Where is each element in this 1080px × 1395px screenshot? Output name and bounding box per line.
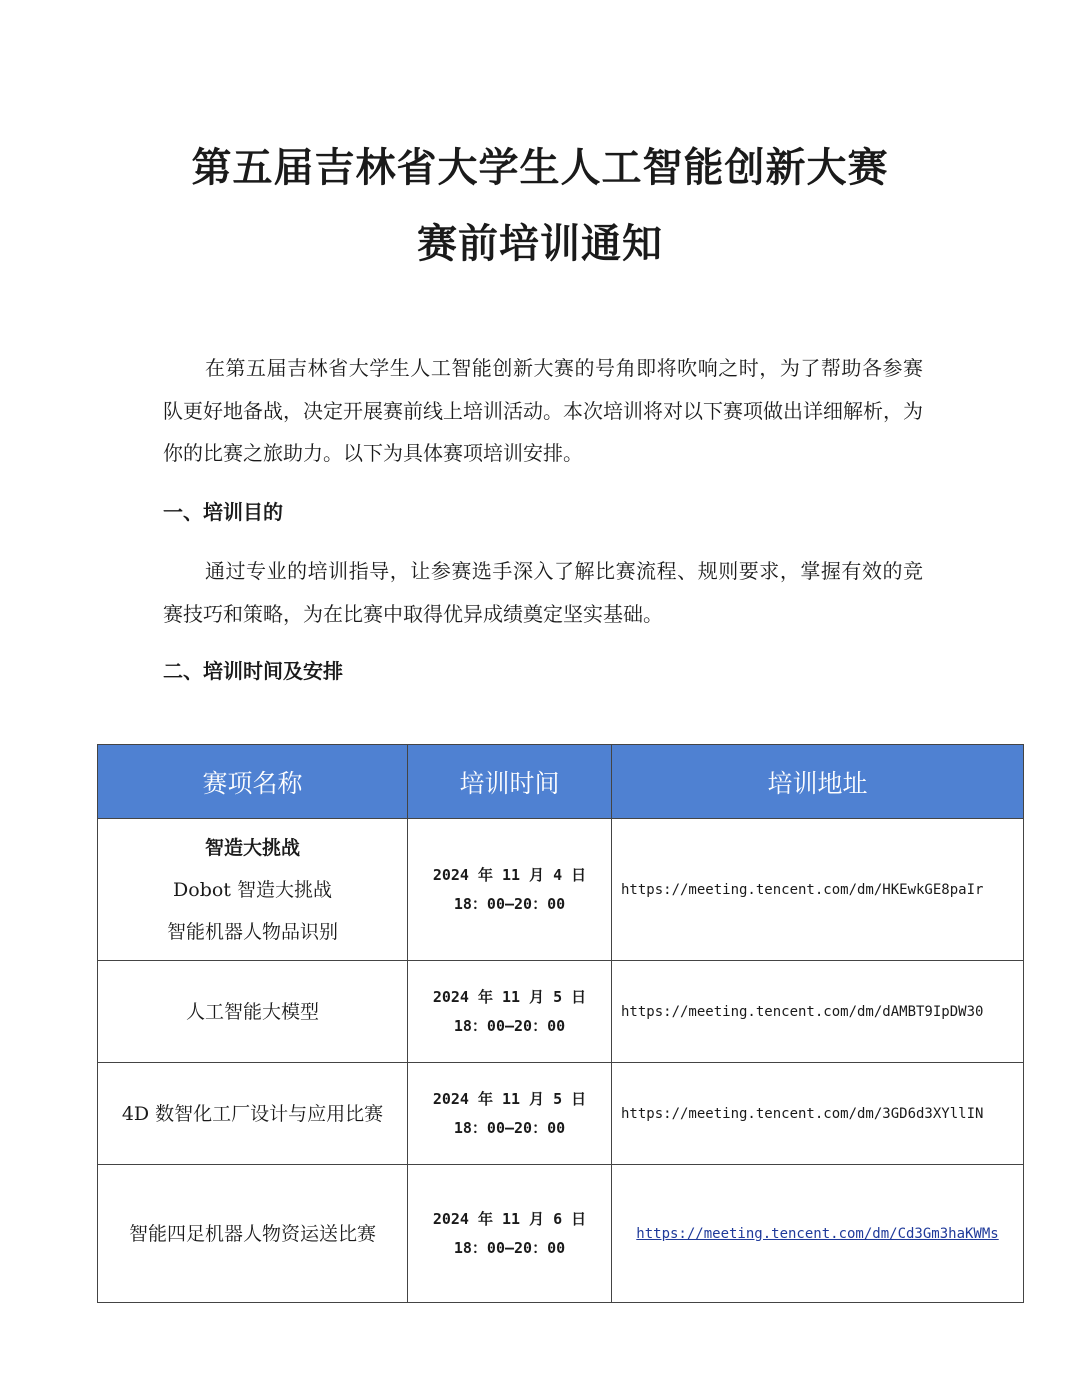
table-header-row (98, 745, 1024, 819)
section-heading-purpose: 一、培训目的 (163, 500, 283, 524)
training-date: 2024 年 11 月 5 日 (432, 1089, 587, 1108)
training-hours: 18：00—20：00 (453, 1238, 566, 1257)
training-hours: 18：00—20：00 (453, 894, 566, 913)
time-cell (408, 819, 612, 961)
purpose-paragraph: 通过专业的培训指导，让参赛选手深入了解比赛流程、规则要求，掌握有效的竞赛技巧和策略，为在比赛中取得优异成绩奠定坚实基础。 (163, 559, 923, 626)
address-cell (612, 961, 1024, 1063)
table-row (98, 819, 1024, 961)
meeting-url: https://meeting.tencent.com/dm/dAMBT9IpDW30 (621, 1003, 984, 1020)
training-date: 2024 年 11 月 6 日 (432, 1209, 587, 1228)
meeting-url: https://meeting.tencent.com/dm/3GD6d3XYllIN (621, 1105, 984, 1122)
address-cell (612, 819, 1024, 961)
table-row (98, 961, 1024, 1063)
section-heading-schedule: 二、培训时间及安排 (163, 659, 343, 683)
address-cell (612, 1165, 1024, 1303)
intro-paragraph: 在第五届吉林省大学生人工智能创新大赛的号角即将吹响之时，为了帮助各参赛队更好地备战，决定开展赛前线上培训活动。本次培训将对以下赛项做出详细解析，为你的比赛之旅助力。以下为具体赛项培训安排。 (163, 356, 923, 465)
event-cell (98, 961, 408, 1063)
event-line: 智能四足机器人物资运送比赛 (128, 1222, 376, 1245)
event-cell (98, 819, 408, 961)
event-line: 4D 数智化工厂设计与应用比赛 (121, 1102, 384, 1125)
event-line: 人工智能大模型 (185, 1000, 319, 1023)
training-hours: 18：00—20：00 (453, 1016, 566, 1035)
training-hours: 18：00—20：00 (453, 1118, 566, 1137)
meeting-link[interactable]: https://meeting.tencent.com/dm/Cd3Gm3haKWMs (636, 1225, 999, 1242)
time-cell (408, 1165, 612, 1303)
meeting-url: https://meeting.tencent.com/dm/HKEwkGE8paIr (621, 881, 984, 898)
event-line: Dobot 智造大挑战 (173, 878, 332, 901)
event-line: 智能机器人物品识别 (166, 920, 338, 943)
training-date: 2024 年 11 月 4 日 (432, 865, 587, 884)
table-row (98, 1165, 1024, 1303)
address-cell (612, 1063, 1024, 1165)
training-date: 2024 年 11 月 5 日 (432, 987, 587, 1006)
header-event-name: 赛项名称 (98, 745, 408, 819)
time-cell (408, 961, 612, 1063)
schedule-table (97, 744, 1024, 1303)
event-cell (98, 1165, 408, 1303)
title-line-1: 第五届吉林省大学生人工智能创新大赛 (191, 145, 889, 191)
title-line-2: 赛前培训通知 (417, 221, 663, 267)
time-cell (408, 1063, 612, 1165)
event-group-title: 智造大挑战 (204, 836, 300, 859)
header-training-address: 培训地址 (612, 745, 1024, 819)
table-row (98, 1063, 1024, 1165)
header-training-time: 培训时间 (408, 745, 612, 819)
event-cell (98, 1063, 408, 1165)
